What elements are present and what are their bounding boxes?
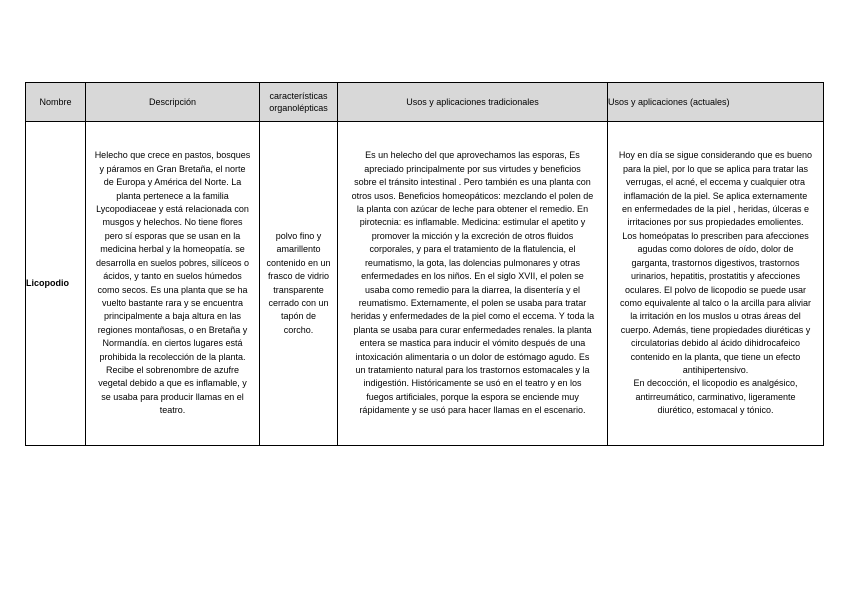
text-line: diurético, estomacal y tónico. <box>657 405 774 416</box>
text-line: Lycopodiaceae y está relacionada con <box>96 204 249 215</box>
text-line: Helecho que crece en pastos, bosques <box>94 150 251 161</box>
cell-caracteristicas <box>260 122 338 446</box>
text-line: amarillento <box>276 244 321 255</box>
header-descripcion: Descripción <box>86 83 260 122</box>
text-line: contenido en la planta, que tiene un efecto <box>630 351 801 362</box>
table-row <box>26 122 824 446</box>
text-line: un tratamiento natural para los trastornos estomacales y la <box>355 364 590 375</box>
text-line: irritaciones por sus propiedades emolientes. <box>627 217 804 228</box>
text-line: transparente <box>273 284 324 295</box>
text-line: indigestión. Históricamente se usó en el teatro y en los <box>363 378 582 389</box>
text-line: En decocción, el licopodio es analgésico, <box>633 378 798 389</box>
header-tradicionales: Usos y aplicaciones tradicionales <box>338 83 608 122</box>
cell-descripcion <box>86 122 260 446</box>
text-line: planta se usaba para curar enfermedades renales. la planta <box>353 324 592 335</box>
text-line: principalmente a baja altura en las <box>103 311 242 322</box>
text-line: sobre el tránsito intestinal . Pero también es una planta con <box>354 177 591 188</box>
text-line: frasco de vidrio <box>267 271 330 282</box>
text-line: planta pertenece a la familia <box>116 190 229 201</box>
text-line: antihipertensivo. <box>682 364 749 375</box>
text-line: Recibe el sobrenombre de azufre <box>105 364 240 375</box>
text-line: Normandía. en ciertos lugares está <box>102 338 243 349</box>
text-line: verrugas, el acné, el eccema y cualquier otra <box>625 177 806 188</box>
text-line: como equivalente al talco o la arcilla para aliviar <box>619 297 812 308</box>
text-line: teatro. <box>159 405 186 416</box>
text-line: desarrolla en suelos pobres, silíceos o <box>95 257 250 268</box>
text-line: fuegos artificiales, porque la espora se enciende muy <box>366 391 579 402</box>
text-line: inflamación de la piel. Se aplica externamente <box>623 190 808 201</box>
header-row <box>26 83 824 122</box>
text-line: polvo fino y <box>275 230 322 241</box>
text-line: reumatismo, la gota, las dolencias pulmonares y otras <box>364 257 581 268</box>
text-line: cuerpo. Además, tiene propiedades diuréticas y <box>620 324 811 335</box>
text-line: circulatorias debido al ácido dihidrocafeico <box>630 338 801 349</box>
text-line: vegetal debido a que es inflamable, y <box>98 378 247 389</box>
cell-tradicionales <box>338 122 608 446</box>
plant-table <box>25 82 824 446</box>
text-line: corcho. <box>283 324 314 335</box>
text-line: para la piel, por lo que se aplica para tratar las <box>622 163 809 174</box>
text-line: prohibida la recolección de la planta. <box>99 351 246 362</box>
text-line: heridas y enfermedades de la piel como el eccema. Y toda la <box>350 311 595 322</box>
header-caracteristicas <box>260 83 338 122</box>
text-line: intoxicación alimentaria o un dolor de estómago agudo. Es <box>355 351 590 362</box>
cell-actuales <box>608 122 824 446</box>
header-caracteristicas-line1: características <box>269 91 328 101</box>
text-line: entera se mastica para inducir el vómito después de una <box>359 338 586 349</box>
text-line: promover la micción y la excreción de otros fluidos <box>371 230 574 241</box>
text-line: musgos y helechos. No tiene flores <box>102 217 243 228</box>
text-line: ácidos, y tanto en suelos húmedos <box>103 271 242 282</box>
text-line: urinarios, hepatitis, prostatitis y afecciones <box>630 271 801 282</box>
text-line: reumatismo. Externamente, el polen se usaba para tratar <box>358 297 587 308</box>
text-line: Hoy en día se sigue considerando que es bueno <box>618 150 813 161</box>
text-line: oculares. El polvo de licopodio se puede usar <box>624 284 807 295</box>
text-line: antirreumático, carminativo, ligeramente <box>635 391 796 402</box>
text-line: pirotecnia: es inflamable. Medicina: estimular el apetito y <box>359 217 586 228</box>
text-line: como secos. Es una planta que se ha <box>97 284 248 295</box>
text-line: agudas como dolores de oído, dolor de <box>637 244 794 255</box>
text-line: usaba como remedio para la diarrea, la disentería y el <box>364 284 581 295</box>
text-line: y páramos en Gran Bretaña, el norte <box>99 163 246 174</box>
text-line: rápidamente y se usó para hacer llamas en el escenario. <box>359 405 586 416</box>
text-line: pero sí esporas que se usan en la <box>104 230 241 241</box>
text-line: en enfermedades de la piel , heridas, úlceras e <box>621 204 810 215</box>
text-line: corporales, y para el tratamiento de la flatulencia, el <box>369 244 576 255</box>
text-line: de Europa y América del Norte. La <box>103 177 242 188</box>
text-line: Es un helecho del que aprovechamos las esporas, Es <box>365 150 580 161</box>
text-line: cerrado con un <box>268 297 329 308</box>
text-line: vuelto bastante rara y se encuentra <box>101 297 244 308</box>
header-caracteristicas-line2: organolépticas <box>269 103 328 113</box>
text-line: otros usos. Beneficios homeopáticos: mezclando el polen de <box>351 190 594 201</box>
header-nombre: Nombre <box>26 83 86 122</box>
text-line: contenido en un <box>266 257 331 268</box>
text-line: la irritación en los muslos u otras áreas del <box>630 311 801 322</box>
header-actuales: Usos y aplicaciones (actuales) <box>608 83 824 122</box>
plant-name: Licopodio <box>26 122 86 446</box>
text-line: se usaba para producir llamas en el <box>101 391 244 402</box>
text-line: la planta con azúcar de leche para obtener el remedio. En <box>356 204 589 215</box>
text-line: regiones montañosas, o en Bretaña y <box>97 324 248 335</box>
text-line: medicina herbal y la homeopatía. se <box>100 244 245 255</box>
text-line: apreciado principalmente por sus virtudes y beneficios <box>364 163 581 174</box>
text-line: Los homeópatas lo prescriben para afecciones <box>622 230 809 241</box>
text-line: garganta, trastornos digestivos, trastornos <box>631 257 800 268</box>
text-line: tapón de <box>280 311 317 322</box>
text-line: enfermedades en los niños. En el siglo XVII, el polen se <box>361 271 584 282</box>
